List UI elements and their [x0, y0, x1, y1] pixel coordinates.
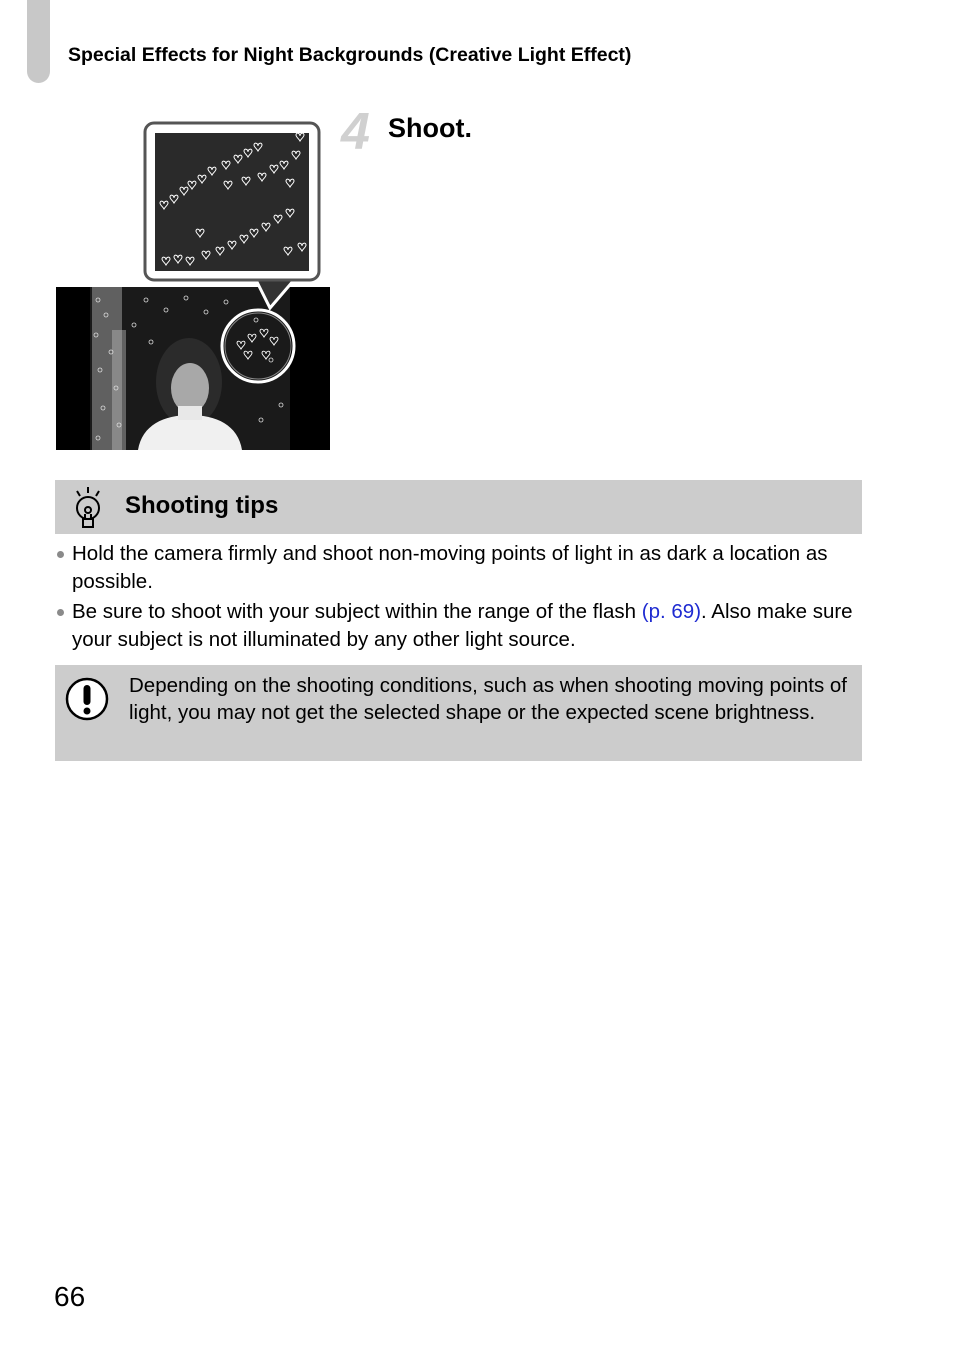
list-item	[55, 598, 870, 653]
step-title: Shoot.	[388, 113, 472, 143]
caution-box	[55, 665, 862, 761]
portrait-photo	[56, 287, 330, 450]
bullet-icon	[57, 609, 64, 616]
lightbulb-icon	[73, 486, 103, 530]
page-number: 66	[54, 1281, 86, 1312]
bullet-icon	[57, 551, 64, 558]
tip-text-after: . Also make sure your subject is not illuminated by any other light source.	[72, 600, 853, 651]
page-header-title: Special Effects for Night Backgrounds (Creative Light Effect)	[68, 44, 632, 66]
step-number: 4	[341, 103, 370, 161]
tips-list	[55, 540, 870, 656]
zoom-callout	[145, 123, 319, 308]
exclamation-icon	[65, 677, 109, 721]
sample-photo-illustration	[56, 120, 330, 451]
shooting-tips-header	[55, 480, 862, 534]
chapter-tab	[27, 0, 50, 83]
page-reference-link[interactable]: (p. 69)	[641, 600, 702, 623]
caution-text: Depending on the shooting conditions, such as when shooting moving points of light, you may not get the selected shape or the expected scene brightness.	[129, 674, 847, 724]
shooting-tips-title: Shooting tips	[125, 492, 279, 519]
tip-text: Hold the camera firmly and shoot non-moving points of light in as dark a location as possible.	[72, 542, 828, 593]
list-item	[55, 540, 870, 595]
tip-text-before: Be sure to shoot with your subject within the range of the flash	[72, 600, 642, 623]
